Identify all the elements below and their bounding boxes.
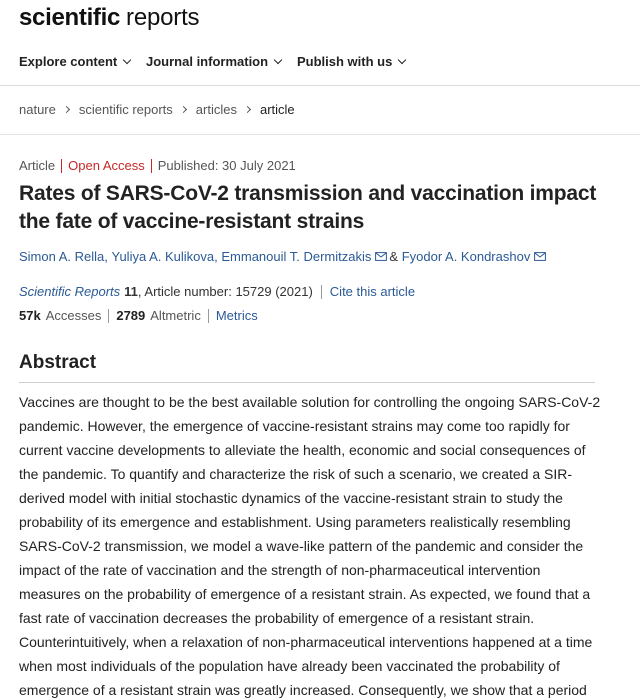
breadcrumb-articles[interactable]: articles bbox=[195, 102, 237, 117]
logo-scientific: scientific bbox=[19, 4, 121, 31]
nav-label: Journal information bbox=[146, 54, 269, 69]
article-number: , Article number: 15729 (2021) bbox=[137, 284, 313, 299]
breadcrumb-nature[interactable]: nature bbox=[19, 102, 56, 117]
meta-separator bbox=[61, 159, 62, 173]
chevron-right-icon bbox=[180, 106, 187, 113]
author-ampersand: & bbox=[389, 249, 399, 264]
volume-number: 11 bbox=[124, 284, 138, 299]
author-emmanouil-dermitzakis[interactable]: Emmanouil T. Dermitzakis bbox=[221, 249, 372, 264]
mail-icon[interactable] bbox=[534, 252, 546, 261]
abstract-text: Vaccines are thought to be the best available solution for controlling the ongoing SARS-CoV-2 pandemic. However, the emergence of vaccine-resistant strains may come too rapidly for current vaccine developments to alleviate the health, economic and social consequences of the pandemic. To quantify and characterize the risk of such a scenario, we created a SIR-derived model with initial stochastic dynamics of the vaccine-resistant strain to study the probability of its emergence and establishment. Using parameters realistically resembling SARS-CoV-2 transmission, we model a wave-like pattern of the pandemic and consider the impact of the rate of vaccination and the strength of non-pharmaceutical intervention measures on the probability of emergence of a resistant strain. As expected, we found that a fast rate of vaccination decreases the probability of emergence of a resistant strain. Counterintuitively, when a relaxation of non-pharmaceutical interventions happened at a time when most individuals of the population have already been vaccinated the probability of emergence of a resistant strain was greatly increased. Consequently, we show that a period bbox=[19, 394, 601, 698]
header-divider bbox=[0, 134, 640, 135]
article-title: Rates of SARS-CoV-2 transmission and vaccination impact the fate of vaccine-resistant strains bbox=[19, 182, 597, 233]
metrics-separator bbox=[208, 309, 209, 323]
breadcrumb-article: article bbox=[259, 102, 295, 117]
author-fyodor-kondrashov[interactable]: Fyodor A. Kondrashov bbox=[401, 249, 531, 264]
author-yuliya-kulikova[interactable]: Yuliya A. Kulikova, bbox=[111, 249, 218, 264]
accesses-label: Accesses bbox=[45, 308, 102, 323]
author-simon-rella[interactable]: Simon A. Rella, bbox=[19, 249, 108, 264]
meta-separator bbox=[151, 159, 152, 173]
author-list bbox=[19, 249, 548, 264]
nav-publish-with-us[interactable] bbox=[297, 54, 405, 69]
article-metrics bbox=[19, 308, 258, 323]
chevron-down-icon bbox=[274, 55, 282, 63]
chevron-down-icon bbox=[398, 55, 406, 63]
mail-icon[interactable] bbox=[375, 252, 387, 261]
journal-logo[interactable] bbox=[19, 4, 199, 40]
breadcrumb bbox=[19, 102, 295, 117]
abstract-heading: Abstract bbox=[19, 352, 97, 373]
nav-label: Publish with us bbox=[297, 54, 393, 69]
journal-name[interactable]: Scientific Reports bbox=[19, 284, 121, 299]
chevron-right-icon bbox=[63, 106, 70, 113]
breadcrumb-scientific-reports[interactable]: scientific reports bbox=[78, 102, 173, 117]
article-type: Article bbox=[19, 158, 56, 173]
metrics-separator bbox=[108, 309, 109, 323]
main-nav bbox=[0, 40, 640, 86]
accesses-count: 57k bbox=[19, 308, 41, 323]
article-meta bbox=[19, 158, 296, 173]
chevron-right-icon bbox=[244, 106, 251, 113]
open-access-badge: Open Access bbox=[68, 158, 145, 173]
altmetric-count: 2789 bbox=[116, 308, 146, 323]
cite-this-article-link[interactable]: Cite this article bbox=[329, 284, 416, 299]
citation-line bbox=[19, 284, 415, 299]
nav-explore-content[interactable] bbox=[19, 54, 130, 69]
altmetric-label: Altmetric bbox=[150, 308, 201, 323]
nav-journal-information[interactable] bbox=[146, 54, 281, 69]
metrics-link[interactable]: Metrics bbox=[215, 308, 258, 323]
chevron-down-icon bbox=[123, 55, 131, 63]
abstract-rule bbox=[19, 382, 595, 383]
published-date: Published: 30 July 2021 bbox=[157, 158, 296, 173]
nav-label: Explore content bbox=[19, 54, 118, 69]
logo-reports: reports bbox=[126, 4, 200, 31]
citation-separator bbox=[321, 285, 322, 299]
